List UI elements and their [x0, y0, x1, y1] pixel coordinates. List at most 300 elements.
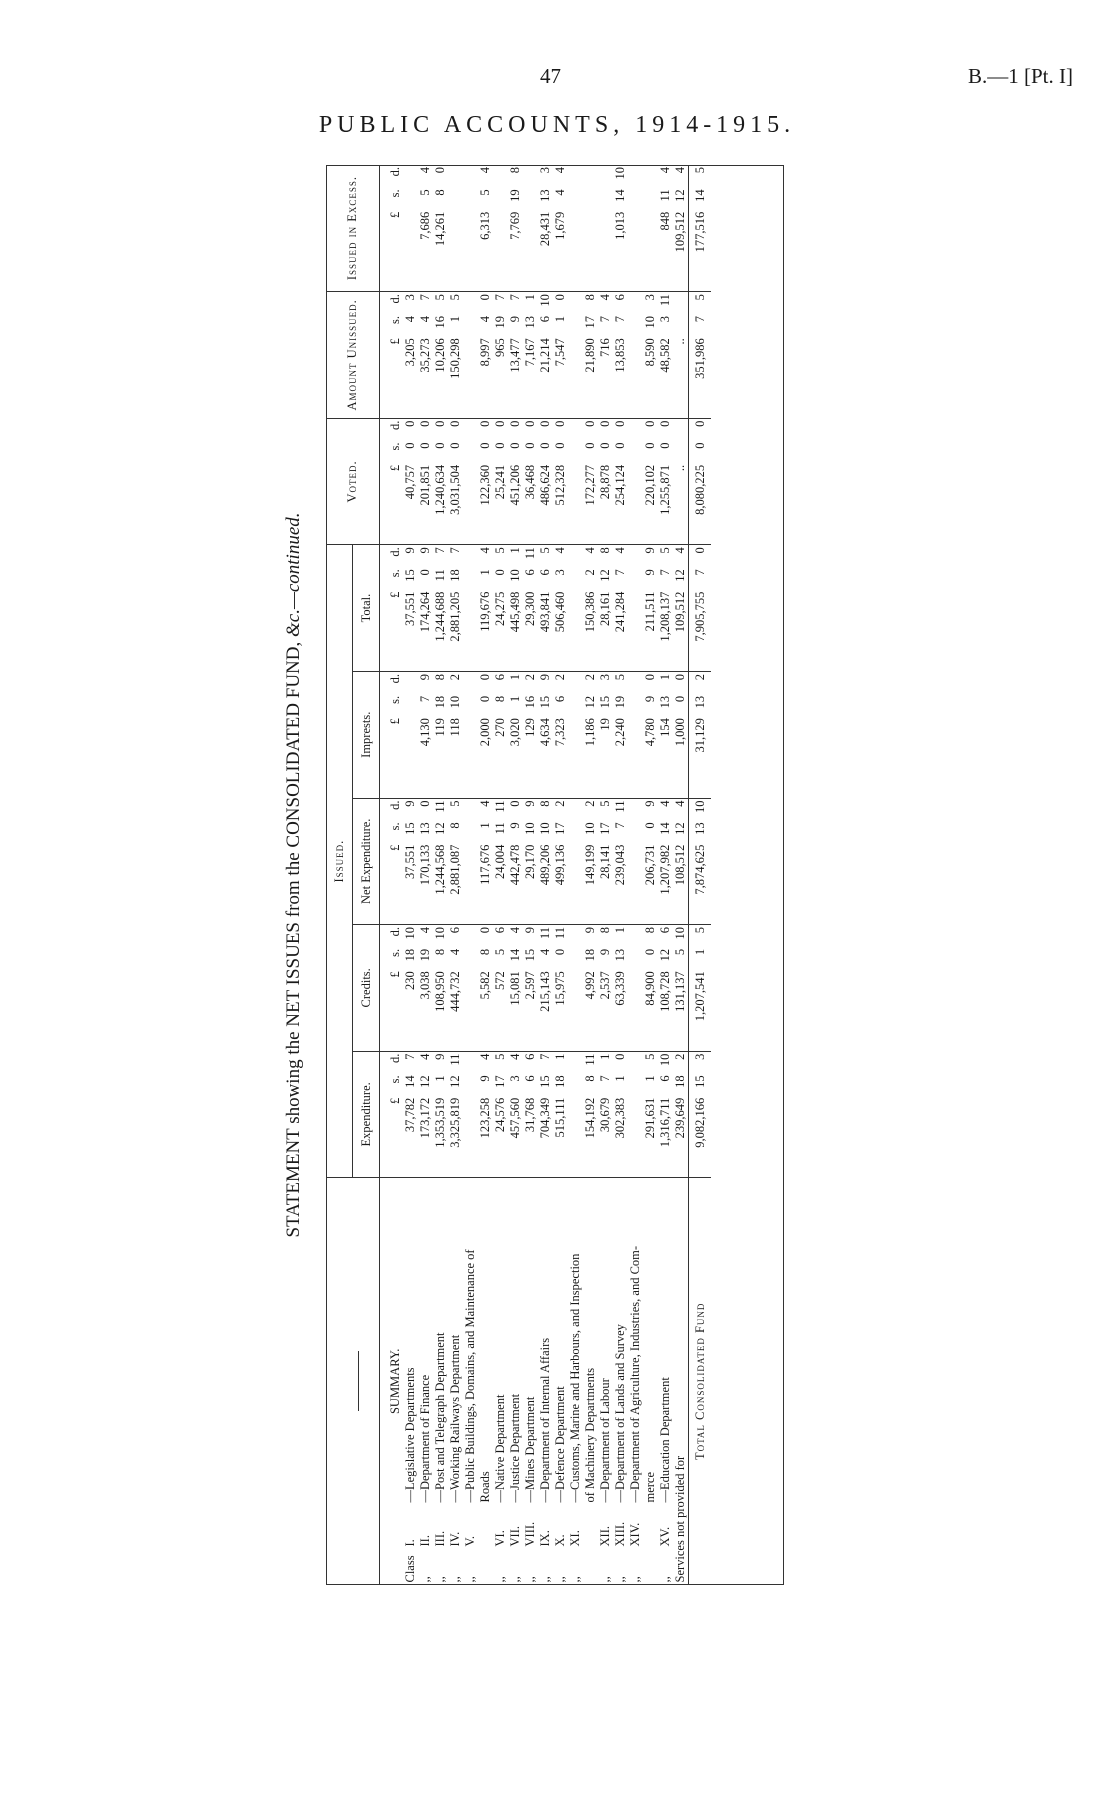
unissued-pence: 5 — [448, 294, 462, 301]
credits-pounds: 444,732 — [448, 969, 463, 1051]
voted-shillings — [673, 440, 689, 462]
total-credits-pence: 5 — [689, 925, 712, 947]
table-row — [508, 165, 523, 1585]
table-row — [568, 165, 583, 1585]
expenditure-pounds: 123,258 — [478, 1096, 493, 1178]
voted-pounds: 1,255,871 — [658, 463, 673, 545]
unit-shilling: s. — [388, 569, 402, 578]
credits-pence: 1 — [613, 927, 627, 934]
total-label: Total Consolidated Fund — [689, 1178, 712, 1585]
total-header: Total. — [353, 545, 380, 672]
imprests-shillings: 0 — [478, 695, 492, 703]
expenditure-shillings: 1 — [643, 1075, 657, 1082]
credits-pounds: 215,143 — [538, 969, 553, 1051]
credits-shillings: 18 — [583, 948, 597, 962]
credits-shillings — [628, 947, 643, 969]
total-pence: 1 — [508, 547, 522, 554]
net-expenditure-pence: 4 — [658, 800, 672, 807]
unissued-pence: 7 — [493, 294, 507, 301]
unit-shilling: s. — [388, 442, 402, 451]
unissued-shillings: 3 — [658, 315, 672, 323]
credits-shillings: 4 — [538, 948, 552, 956]
expenditure-pence: 0 — [613, 1053, 627, 1060]
imprests-shillings: 10 — [448, 695, 462, 709]
excess-shillings: 13 — [538, 189, 552, 202]
net-expenditure-shillings: 8 — [448, 822, 462, 829]
excess-pence: 4 — [418, 167, 432, 174]
credits-pounds: 84,900 — [643, 969, 658, 1051]
expenditure-shillings — [568, 1073, 583, 1095]
total-pence: 11 — [523, 547, 537, 560]
net-expenditure-pounds: 29,170 — [523, 843, 538, 925]
expenditure-shillings: 1 — [613, 1075, 627, 1082]
unit-pence: d. — [388, 800, 402, 810]
total-pence: 4 — [553, 547, 567, 554]
credits-pence — [628, 925, 643, 947]
total-pence: 4 — [613, 547, 627, 554]
row-label — [613, 1178, 628, 1585]
expenditure-pence — [628, 1051, 643, 1073]
table-row — [523, 165, 538, 1585]
row-name: —Legislative Departments — [403, 1367, 417, 1503]
excess-pounds: 28,431 — [538, 210, 553, 292]
expenditure-pence: 4 — [418, 1053, 432, 1060]
voted-pounds: 201,851 — [418, 463, 433, 545]
voted-pounds: 451,206 — [508, 463, 523, 545]
net-expenditure-pounds — [463, 843, 478, 925]
row-label — [448, 1178, 463, 1585]
expenditure-pounds: 3,325,819 — [448, 1096, 463, 1178]
expenditure-pence: 6 — [523, 1053, 537, 1060]
unit-pound: £ — [380, 590, 404, 672]
expenditure-pounds: 291,631 — [643, 1096, 658, 1178]
imprests-pounds — [403, 716, 418, 798]
voted-pence: 0 — [418, 420, 432, 427]
unissued-shillings: 4 — [418, 315, 432, 323]
voted-pence: 0 — [583, 420, 597, 427]
unissued-shillings: 9 — [508, 315, 522, 323]
total-shillings: 0 — [418, 569, 432, 576]
row-class-number: II. — [418, 1535, 432, 1547]
voted-pence: 0 — [508, 420, 522, 427]
imprests-pence: 0 — [478, 673, 492, 681]
total-pence: 4 — [583, 547, 597, 554]
voted-pounds: 220,102 — [643, 463, 658, 545]
net-expenditure-pounds: 117,676 — [478, 843, 493, 925]
net-expenditure-pence: 0 — [418, 800, 432, 807]
row-class: ,, — [598, 1576, 612, 1583]
row-class: ,, — [418, 1576, 432, 1583]
total-excess-shillings: 14 — [689, 187, 712, 209]
credits-pounds: 2,537 — [598, 969, 613, 1051]
expenditure-pence — [568, 1051, 583, 1073]
voted-pence: 0 — [523, 420, 537, 427]
credits-pounds: 108,728 — [658, 969, 673, 1051]
unit-pound: £ — [380, 336, 404, 418]
statement-title-main: STATEMENT showing the NET ISSUES from the CONSOLIDATED FUND, — [283, 641, 304, 1238]
unissued-pounds: 716 — [598, 336, 613, 418]
unit-pound: £ — [380, 716, 404, 798]
total-shillings — [568, 567, 583, 589]
excess-pounds — [643, 210, 658, 292]
net-expenditure-pounds: 149,199 — [583, 843, 598, 925]
row-label — [403, 1178, 418, 1585]
row-class-number: VI. — [493, 1530, 507, 1547]
unit-pound: £ — [380, 1096, 404, 1178]
total-unissued-pounds: 351,986 — [689, 336, 712, 418]
net-expenditure-pence — [463, 798, 478, 820]
table-row — [598, 165, 613, 1585]
row-class: ,, — [523, 1576, 537, 1583]
credits-pounds: 131,137 — [673, 969, 689, 1051]
expenditure-pounds: 457,560 — [508, 1096, 523, 1178]
total-credits-pounds: 1,207,541 — [689, 969, 712, 1051]
row-label — [658, 1178, 673, 1585]
expenditure-pounds: 37,782 — [403, 1096, 418, 1178]
unissued-pounds: 8,997 — [478, 336, 493, 418]
unissued-shillings: 10 — [643, 315, 657, 329]
excess-shillings — [568, 187, 583, 209]
credits-shillings: 18 — [403, 948, 417, 962]
excess-pounds — [523, 210, 538, 292]
row-label — [598, 1178, 613, 1585]
imprests-shillings: 1 — [508, 695, 522, 703]
row-name: —Department of Labour — [598, 1378, 612, 1503]
unit-pound: £ — [380, 969, 404, 1051]
statement-rotated-frame — [276, 165, 786, 1585]
voted-shillings: 0 — [418, 442, 432, 449]
net-expenditure-pounds: 108,512 — [673, 843, 689, 925]
unissued-pence — [568, 292, 583, 314]
total-pounds: 506,460 — [553, 590, 568, 672]
voted-pounds: 40,757 — [403, 463, 418, 545]
excess-pounds: 1,013 — [613, 210, 628, 292]
unissued-pounds: 8,590 — [643, 336, 658, 418]
imprests-header: Imprests. — [353, 671, 380, 798]
imprests-pounds: 7,323 — [553, 716, 568, 798]
unissued-pounds: 3,205 — [403, 336, 418, 418]
excess-shillings: 4 — [553, 189, 567, 196]
table-row — [643, 165, 658, 1585]
net-expenditure-shillings: 10 — [583, 822, 597, 835]
credits-pounds — [628, 969, 643, 1051]
voted-shillings: 0 — [613, 442, 627, 449]
voted-pounds: 122,360 — [478, 463, 493, 545]
credits-shillings: 4 — [448, 948, 462, 956]
excess-shillings — [463, 187, 478, 209]
excess-pence: 4 — [658, 167, 672, 174]
expenditure-pounds: 239,649 — [673, 1096, 689, 1178]
total-pounds: 2,881,205 — [448, 590, 463, 672]
unissued-pounds: 21,214 — [538, 336, 553, 418]
row-label — [523, 1178, 538, 1585]
imprests-shillings — [568, 694, 583, 716]
net-expenditure-pence: 9 — [523, 800, 537, 807]
row-class: ,, — [613, 1576, 627, 1583]
excess-shillings: 12 — [673, 189, 687, 202]
imprests-pounds: 4,130 — [418, 716, 433, 798]
row-label — [553, 1178, 568, 1585]
unissued-pence: 0 — [478, 294, 492, 301]
excess-pence — [568, 165, 583, 187]
total-imprests-pounds: 31,129 — [689, 716, 712, 798]
total-shillings: 12 — [598, 569, 612, 582]
expenditure-shillings: 6 — [523, 1075, 537, 1082]
row-class-number: I. — [403, 1539, 417, 1547]
total-pence: 9 — [418, 547, 432, 554]
row-class-number: XI. — [568, 1530, 582, 1547]
unissued-pence: 1 — [523, 294, 537, 301]
unit-pence: d. — [388, 547, 402, 557]
expenditure-shillings — [463, 1073, 478, 1095]
summary-heading: SUMMARY. — [388, 1348, 402, 1415]
voted-pounds — [628, 463, 643, 545]
unissued-pounds: 7,167 — [523, 336, 538, 418]
credits-pence: 4 — [418, 927, 432, 934]
net-expenditure-pounds: 24,004 — [493, 843, 508, 925]
net-expenditure-header: Net Expenditure. — [353, 798, 380, 925]
imprests-pence: 2 — [583, 673, 597, 681]
voted-pounds: 25,241 — [493, 463, 508, 545]
voted-shillings: 0 — [538, 442, 552, 449]
unissued-pence: 5 — [433, 294, 447, 301]
unissued-shillings: 17 — [583, 315, 597, 329]
expenditure-pounds — [463, 1096, 478, 1178]
unit-pound: £ — [380, 210, 404, 292]
expenditure-shillings: 18 — [553, 1075, 567, 1088]
total-shillings: 15 — [403, 569, 417, 582]
net-expenditure-shillings: 17 — [598, 822, 612, 835]
net-expenditure-pence: 0 — [508, 800, 522, 807]
unissued-shillings: 13 — [523, 315, 537, 329]
imprests-shillings: 16 — [523, 695, 537, 709]
voted-pounds: .. — [673, 463, 689, 545]
row-name: —Defence Department — [553, 1386, 567, 1503]
total-excess-pounds: 177,516 — [689, 210, 712, 292]
unissued-shillings: 4 — [403, 315, 417, 323]
credits-shillings: 0 — [553, 948, 567, 956]
imprests-shillings: 12 — [583, 695, 597, 709]
unissued-pence: 11 — [658, 294, 672, 307]
expenditure-shillings: 9 — [478, 1075, 492, 1082]
net-expenditure-pounds: 1,207,982 — [658, 843, 673, 925]
net-expenditure-shillings: 11 — [493, 822, 507, 835]
excess-pence — [403, 165, 418, 187]
voted-shillings: 0 — [583, 442, 597, 449]
imprests-pounds: 119 — [433, 716, 448, 798]
voted-pounds: 172,277 — [583, 463, 598, 545]
excess-shillings: 5 — [478, 189, 492, 196]
total-unissued-pence: 5 — [689, 292, 712, 314]
unissued-pence: 0 — [553, 294, 567, 301]
expenditure-shillings: 7 — [598, 1075, 612, 1082]
total-net-expenditure-pence: 10 — [689, 798, 712, 820]
total-pence: 5 — [538, 547, 552, 554]
unissued-pence: 4 — [598, 294, 612, 301]
credits-pence: 10 — [433, 927, 447, 940]
credits-pounds — [463, 969, 478, 1051]
expenditure-pounds: 704,349 — [538, 1096, 553, 1178]
row-class: ,, — [463, 1576, 477, 1583]
credits-shillings: 5 — [673, 948, 687, 956]
row-class: ,, — [658, 1576, 672, 1583]
imprests-pence: 9 — [538, 673, 552, 681]
excess-shillings — [643, 187, 658, 209]
imprests-shillings — [628, 694, 643, 716]
voted-pence — [673, 418, 689, 440]
excess-pence — [448, 165, 463, 187]
table-row — [538, 165, 553, 1585]
row-class: ,, — [448, 1576, 462, 1583]
excess-pence — [628, 165, 643, 187]
net-expenditure-pence: 11 — [493, 800, 507, 813]
net-expenditure-pounds: 2,881,087 — [448, 843, 463, 925]
imprests-shillings: 18 — [433, 695, 447, 709]
imprests-pounds: 1,000 — [673, 716, 689, 798]
credits-pounds: 2,597 — [523, 969, 538, 1051]
credits-shillings: 12 — [658, 948, 672, 962]
total-shillings: 6 — [538, 569, 552, 576]
expenditure-pounds: 31,768 — [523, 1096, 538, 1178]
credits-pounds: 108,950 — [433, 969, 448, 1051]
excess-shillings — [523, 187, 538, 209]
voted-pounds: 512,328 — [553, 463, 568, 545]
credits-header: Credits. — [353, 925, 380, 1052]
excess-pounds: 1,679 — [553, 210, 568, 292]
unissued-shillings: 7 — [613, 315, 627, 323]
voted-shillings: 0 — [598, 442, 612, 449]
total-pounds: 119,676 — [478, 590, 493, 672]
expenditure-pence: 11 — [448, 1053, 462, 1066]
unit-pence: d. — [388, 1053, 402, 1063]
unissued-pounds — [568, 336, 583, 418]
net-expenditure-pence: 8 — [538, 800, 552, 807]
imprests-shillings: 9 — [643, 695, 657, 703]
row-label — [673, 1178, 689, 1585]
total-voted-pence: 0 — [689, 418, 712, 440]
unissued-pounds: 21,890 — [583, 336, 598, 418]
imprests-pence: 2 — [523, 673, 537, 681]
imprests-pounds: 19 — [598, 716, 613, 798]
unissued-pounds: 965 — [493, 336, 508, 418]
total-unissued-shillings: 7 — [689, 314, 712, 336]
net-expenditure-pounds: 489,206 — [538, 843, 553, 925]
net-expenditure-pence: 9 — [403, 800, 417, 807]
row-label — [628, 1178, 643, 1585]
imprests-pounds — [463, 716, 478, 798]
excess-pounds: 14,261 — [433, 210, 448, 292]
excess-pence: 4 — [478, 167, 492, 174]
row-class: Services not provided for — [673, 1455, 687, 1583]
row-class-number: XIII. — [613, 1521, 627, 1547]
imprests-pence — [403, 671, 418, 693]
total-shillings: 7 — [658, 569, 672, 576]
net-expenditure-shillings: 10 — [523, 822, 537, 835]
row-class-number: V. — [463, 1535, 477, 1547]
credits-pence: 9 — [523, 927, 537, 934]
voted-pounds: 1,240,634 — [433, 463, 448, 545]
voted-pence: 0 — [658, 420, 672, 427]
total-pounds: 29,300 — [523, 590, 538, 672]
total-expenditure-shillings: 15 — [689, 1073, 712, 1095]
voted-shillings — [628, 440, 643, 462]
excess-pence: 3 — [538, 167, 552, 174]
row-class-number: X. — [553, 1534, 567, 1547]
unit-pence: d. — [388, 294, 402, 304]
excess-pence — [583, 165, 598, 187]
table-row — [448, 165, 463, 1585]
total-pounds: 24,275 — [493, 590, 508, 672]
total-voted-pounds: 8,080,225 — [689, 463, 712, 545]
voted-pence: 0 — [448, 420, 462, 427]
net-expenditure-pence — [568, 798, 583, 820]
imprests-pence: 9 — [418, 673, 432, 681]
total-total-shillings: 7 — [689, 567, 712, 589]
row-name: —Mines Department — [523, 1396, 537, 1503]
imprests-pounds: 270 — [493, 716, 508, 798]
total-pounds: 241,284 — [613, 590, 628, 672]
excess-shillings: 5 — [418, 189, 432, 196]
credits-pence: 6 — [658, 927, 672, 934]
net-expenditure-shillings: 12 — [673, 822, 687, 835]
excess-pounds — [403, 210, 418, 292]
unissued-shillings: 4 — [478, 315, 492, 323]
expenditure-pounds — [628, 1096, 643, 1178]
expenditure-pounds: 302,383 — [613, 1096, 628, 1178]
row-class: ,, — [568, 1576, 582, 1583]
excess-pounds: 6,313 — [478, 210, 493, 292]
expenditure-pounds: 173,172 — [418, 1096, 433, 1178]
net-expenditure-pounds: 37,551 — [403, 843, 418, 925]
excess-shillings — [448, 187, 463, 209]
credits-pence: 8 — [598, 927, 612, 934]
imprests-pence — [463, 671, 478, 693]
row-name: —Native Department — [493, 1394, 507, 1503]
row-class: ,, — [493, 1576, 507, 1583]
total-pounds: 150,386 — [583, 590, 598, 672]
total-pence — [568, 545, 583, 568]
row-class-number: VIII. — [523, 1521, 537, 1547]
unissued-pounds: 13,853 — [613, 336, 628, 418]
unissued-shillings: 1 — [553, 315, 567, 323]
credits-shillings: 15 — [523, 948, 537, 962]
excess-pounds — [598, 210, 613, 292]
net-expenditure-shillings: 10 — [538, 822, 552, 835]
voted-pence — [628, 418, 643, 440]
total-shillings: 7 — [613, 569, 627, 576]
total-pounds: 445,498 — [508, 590, 523, 672]
voted-shillings: 0 — [643, 442, 657, 449]
imprests-pence: 2 — [553, 673, 567, 681]
net-expenditure-shillings — [463, 820, 478, 842]
row-class-number: IV. — [448, 1531, 462, 1547]
unissued-shillings: 1 — [448, 315, 462, 323]
expenditure-pence: 4 — [478, 1053, 492, 1060]
expenditure-shillings — [628, 1073, 643, 1095]
imprests-shillings: 19 — [613, 695, 627, 709]
unissued-pounds: .. — [673, 336, 689, 418]
net-expenditure-pounds: 206,731 — [643, 843, 658, 925]
credits-pounds — [568, 969, 583, 1051]
expenditure-pence: 1 — [598, 1053, 612, 1060]
voted-pounds — [568, 463, 583, 545]
table-row — [478, 165, 493, 1585]
unissued-pence: 8 — [583, 294, 597, 301]
credits-pence: 6 — [448, 927, 462, 934]
credits-shillings: 19 — [418, 948, 432, 962]
table-row — [673, 165, 689, 1585]
credits-shillings — [568, 947, 583, 969]
